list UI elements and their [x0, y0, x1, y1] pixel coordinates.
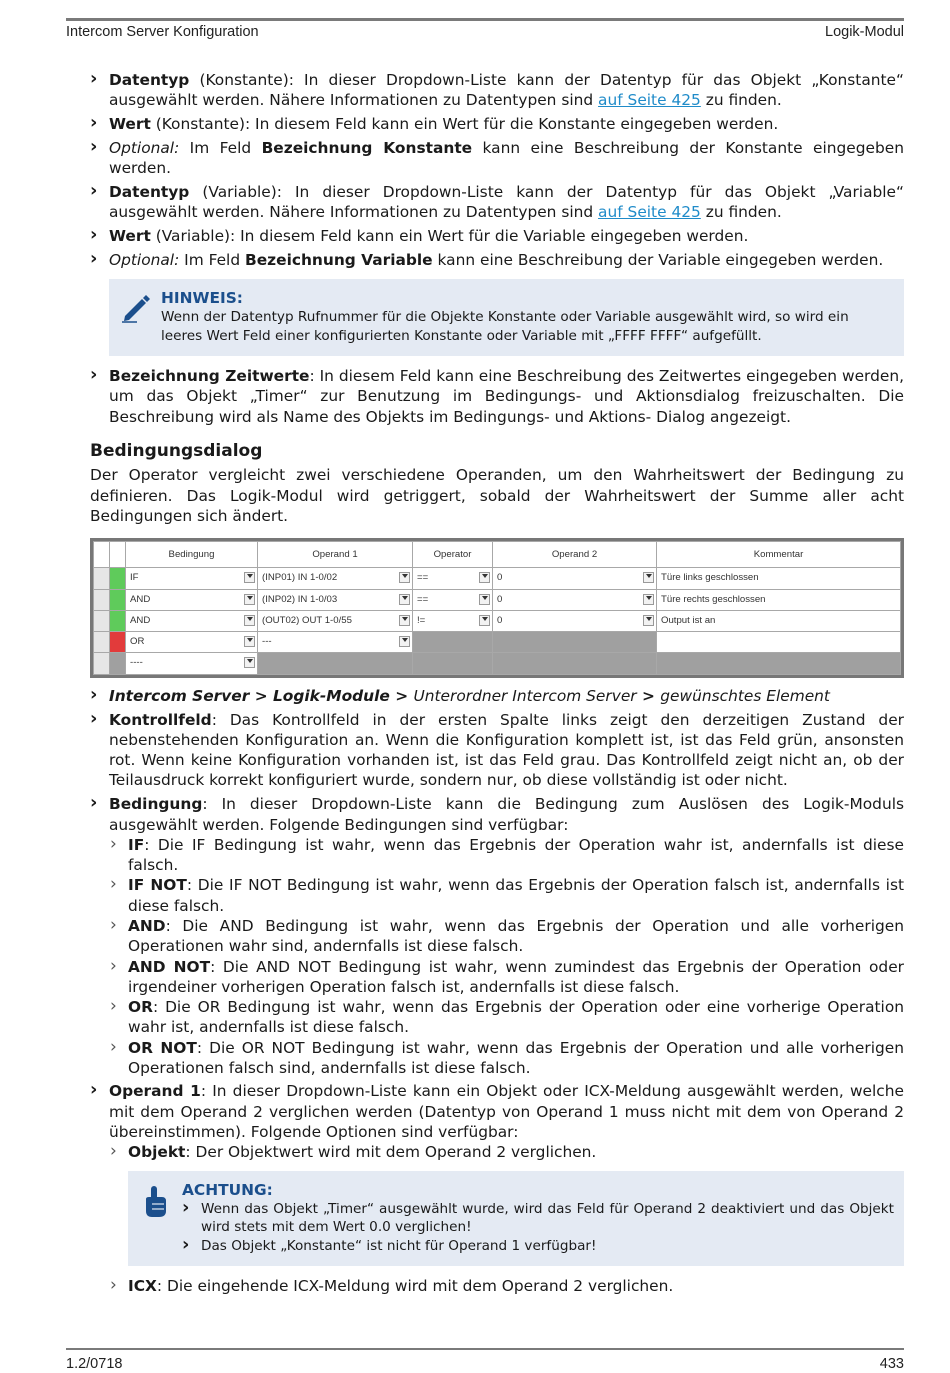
bedingung-select[interactable]: AND — [126, 589, 258, 610]
page-link[interactable]: auf Seite 425 — [598, 203, 701, 222]
nav-path: › Intercom Server > Logik-Module > Unterordner Intercom Server > gewünschtes Element — [90, 686, 904, 706]
note-box — [109, 279, 904, 356]
status-indicator — [110, 568, 126, 589]
operand2-select[interactable]: 0 — [493, 568, 657, 589]
operator-disabled — [413, 632, 493, 653]
list-item: › Datentyp (Konstante): In dieser Dropdown-Liste kann der Datentyp für das Objekt „Konstante“ ausgewählt werden. Nähere Informationen zu Datentypen sind auf Seite 425 zu finden. — [90, 70, 904, 111]
bedingung-select[interactable]: AND — [126, 610, 258, 631]
condition-table — [93, 541, 901, 674]
sub-list-item: › AND: Die AND Bedingung ist wahr, wenn das Ergebnis der Operation und alle vorherigen Operationen wahr sind, andernfalls ist diese falsch. — [90, 916, 904, 957]
kommentar-field[interactable]: Türe rechts geschlossen — [657, 589, 901, 610]
list-item: › Bedingung: In dieser Dropdown-Liste kann die Bedingung zum Auslösen des Logik-Moduls ausgewählt werden. Folgende Bedingungen sind verfügbar: — [90, 794, 904, 835]
bedingung-select[interactable]: ---- — [126, 653, 258, 674]
operand1-select[interactable]: (INP02) IN 1-0/03 — [258, 589, 413, 610]
dropdown-arrow-icon — [402, 638, 408, 642]
sub-list-item: › ICX: Die eingehende ICX-Meldung wird mit dem Operand 2 verglichen. — [90, 1276, 904, 1296]
page-number: 433 — [879, 1356, 904, 1372]
operator-select[interactable]: == — [413, 589, 493, 610]
dropdown-arrow-icon — [402, 617, 408, 621]
header-title: Intercom Server Konfiguration — [66, 24, 259, 40]
col-header-operand2: Operand 2 — [493, 542, 657, 568]
dropdown-arrow-icon — [482, 574, 488, 578]
table-row — [94, 568, 901, 589]
operand1-select[interactable]: (OUT02) OUT 1-0/55 — [258, 610, 413, 631]
table-row — [94, 632, 901, 653]
dropdown-arrow-icon — [402, 574, 408, 578]
operand1-select[interactable]: --- — [258, 632, 413, 653]
col-header-kommentar: Kommentar — [657, 542, 901, 568]
dropdown-arrow-icon — [646, 617, 652, 621]
dropdown-arrow-icon — [247, 617, 253, 621]
footer-version: 1.2/0718 — [66, 1356, 123, 1372]
kommentar-field[interactable]: Output ist an — [657, 610, 901, 631]
section-intro: Der Operator vergleicht zwei verschiedene Operanden, um den Wahrheitswert der Bedingung zu definieren. Das Logik-Modul wird getriggert, sobald der Wahrheitswert der Summe aller acht Bedingungen sich ändert. — [90, 466, 904, 525]
list-item: › Wert (Variable): In diesem Feld kann ein Wert für die Variable eingegeben werden. — [90, 226, 904, 246]
dropdown-arrow-icon — [646, 574, 652, 578]
list-item: › Bezeichnung Zeitwerte: In diesem Feld kann eine Beschreibung des Zeitwertes eingegeben werden, um das Objekt „Timer“ zur Benutzung im Bedingungs- und Aktionsdialog freizuschalten. Die Beschreibung wird als Name des Objekts im Bedingungs- und Aktions- Dialog angezeigt. — [90, 366, 904, 427]
condition-table-screenshot — [90, 538, 904, 677]
operator-select[interactable]: == — [413, 568, 493, 589]
footer-rule — [66, 1348, 904, 1350]
sub-list-item: › OR NOT: Die OR NOT Bedingung ist wahr, wenn das Ergebnis der Operation und alle vorherigen Operationen falsch sind, andernfalls ist diese falsch. — [90, 1038, 904, 1079]
operand2-select[interactable]: 0 — [493, 610, 657, 631]
dropdown-arrow-icon — [247, 596, 253, 600]
list-item: › Wert (Konstante): In diesem Feld kann ein Wert für die Konstante eingegeben werden. — [90, 114, 904, 134]
list-item: › Datentyp (Variable): In dieser Dropdown-Liste kann der Datentyp für das Objekt „Variable“ ausgewählt werden. Nähere Informationen zu Datentypen sind auf Seite 425 zu finden. — [90, 182, 904, 223]
note-text: Wenn der Datentyp Rufnummer für die Objekte Konstante oder Variable ausgewählt wird, so wird ein leeres Wert Feld einer konfigurierten Konstante oder Variable mit „FFFF FFFF“ aufgefüllt. — [161, 309, 849, 344]
bedingung-select[interactable]: IF — [126, 568, 258, 589]
sub-list-item: › IF: Die IF Bedingung ist wahr, wenn das Ergebnis der Operation wahr ist, andernfalls ist diese falsch. — [90, 835, 904, 876]
status-indicator — [110, 653, 126, 674]
pencil-icon — [121, 291, 153, 329]
operator-select[interactable]: != — [413, 610, 493, 631]
status-indicator — [110, 610, 126, 631]
dropdown-arrow-icon — [646, 596, 652, 600]
dropdown-arrow-icon — [482, 596, 488, 600]
list-item: › Kontrollfeld: Das Kontrollfeld in der ersten Spalte links zeigt den derzeitigen Zustand der nebenstehenden Konfiguration an. Wenn die Konfiguration komplett ist, ist das Feld grün, ansonsten rot. Wenn keine Konfiguration vorhanden ist, ist das Feld grau. Das Kontrollfeld zeigt nicht an, ob der Teilausdruck korrekt konfiguriert wurde, sondern nur, ob diese vollständig ist oder nicht. — [90, 710, 904, 791]
list-item: › Operand 1: In dieser Dropdown-Liste kann ein Objekt oder ICX-Meldung ausgewählt werden, welche mit dem Operand 2 verglichen werden (Datentyp von Operand 1 muss nicht mit dem von Operand 2 übereinstimmen). Folgende Optionen sind verfügbar: — [90, 1081, 904, 1142]
warning-title: ACHTUNG: — [182, 1180, 273, 1199]
section-title: Bedingungsdialog — [90, 441, 263, 462]
status-indicator — [110, 589, 126, 610]
page-link[interactable]: auf Seite 425 — [598, 91, 701, 110]
table-row — [94, 610, 901, 631]
note-title: HINWEIS: — [161, 289, 243, 308]
pointing-hand-icon — [142, 1185, 168, 1225]
sub-list-item: › IF NOT: Die IF NOT Bedingung ist wahr, wenn das Ergebnis der Operation falsch ist, andernfalls ist diese falsch. — [90, 875, 904, 916]
header-chapter: Logik-Modul — [825, 24, 904, 40]
header-rule — [66, 18, 904, 21]
dropdown-arrow-icon — [402, 596, 408, 600]
dropdown-arrow-icon — [247, 659, 253, 663]
warning-item: › Das Objekt „Konstante“ ist nicht für Operand 1 verfügbar! — [182, 1237, 894, 1256]
dropdown-arrow-icon — [482, 617, 488, 621]
sub-list-item: › OR: Die OR Bedingung ist wahr, wenn das Ergebnis der Operation oder eine vorherige Operation wahr ist, andernfalls ist diese falsch. — [90, 997, 904, 1038]
list-item: › Optional: Im Feld Bezeichnung Variable kann eine Beschreibung der Variable eingegeben werden. — [90, 250, 904, 270]
sub-list-item: › AND NOT: Die AND NOT Bedingung ist wahr, wenn zumindest das Ergebnis der Operation oder irgendeiner vorherigen Operation falsch ist, andernfalls ist diese falsch. — [90, 957, 904, 998]
col-header-bedingung: Bedingung — [126, 542, 258, 568]
operand1-select[interactable]: (INP01) IN 1-0/02 — [258, 568, 413, 589]
table-header-row — [94, 542, 901, 568]
kommentar-field[interactable] — [657, 632, 901, 653]
dropdown-arrow-icon — [247, 574, 253, 578]
list-item: › Optional: Im Feld Bezeichnung Konstante kann eine Beschreibung der Konstante eingegeben werden. — [90, 138, 904, 179]
operand2-disabled — [493, 632, 657, 653]
col-header-operator: Operator — [413, 542, 493, 568]
sub-list-item: › Objekt: Der Objektwert wird mit dem Operand 2 verglichen. — [90, 1142, 904, 1162]
dropdown-arrow-icon — [247, 638, 253, 642]
warning-item: › Wenn das Objekt „Timer“ ausgewählt wurde, wird das Feld für Operand 2 deaktiviert und das Objekt wird stets mit dem Wert 0.0 verglichen! — [182, 1200, 894, 1237]
bedingung-select[interactable]: OR — [126, 632, 258, 653]
operand2-select[interactable]: 0 — [493, 589, 657, 610]
page-content — [90, 70, 904, 1296]
warning-box — [128, 1171, 904, 1267]
col-header-operand1: Operand 1 — [258, 542, 413, 568]
kommentar-field[interactable]: Türe links geschlossen — [657, 568, 901, 589]
status-indicator — [110, 632, 126, 653]
table-row — [94, 589, 901, 610]
table-row — [94, 653, 901, 674]
